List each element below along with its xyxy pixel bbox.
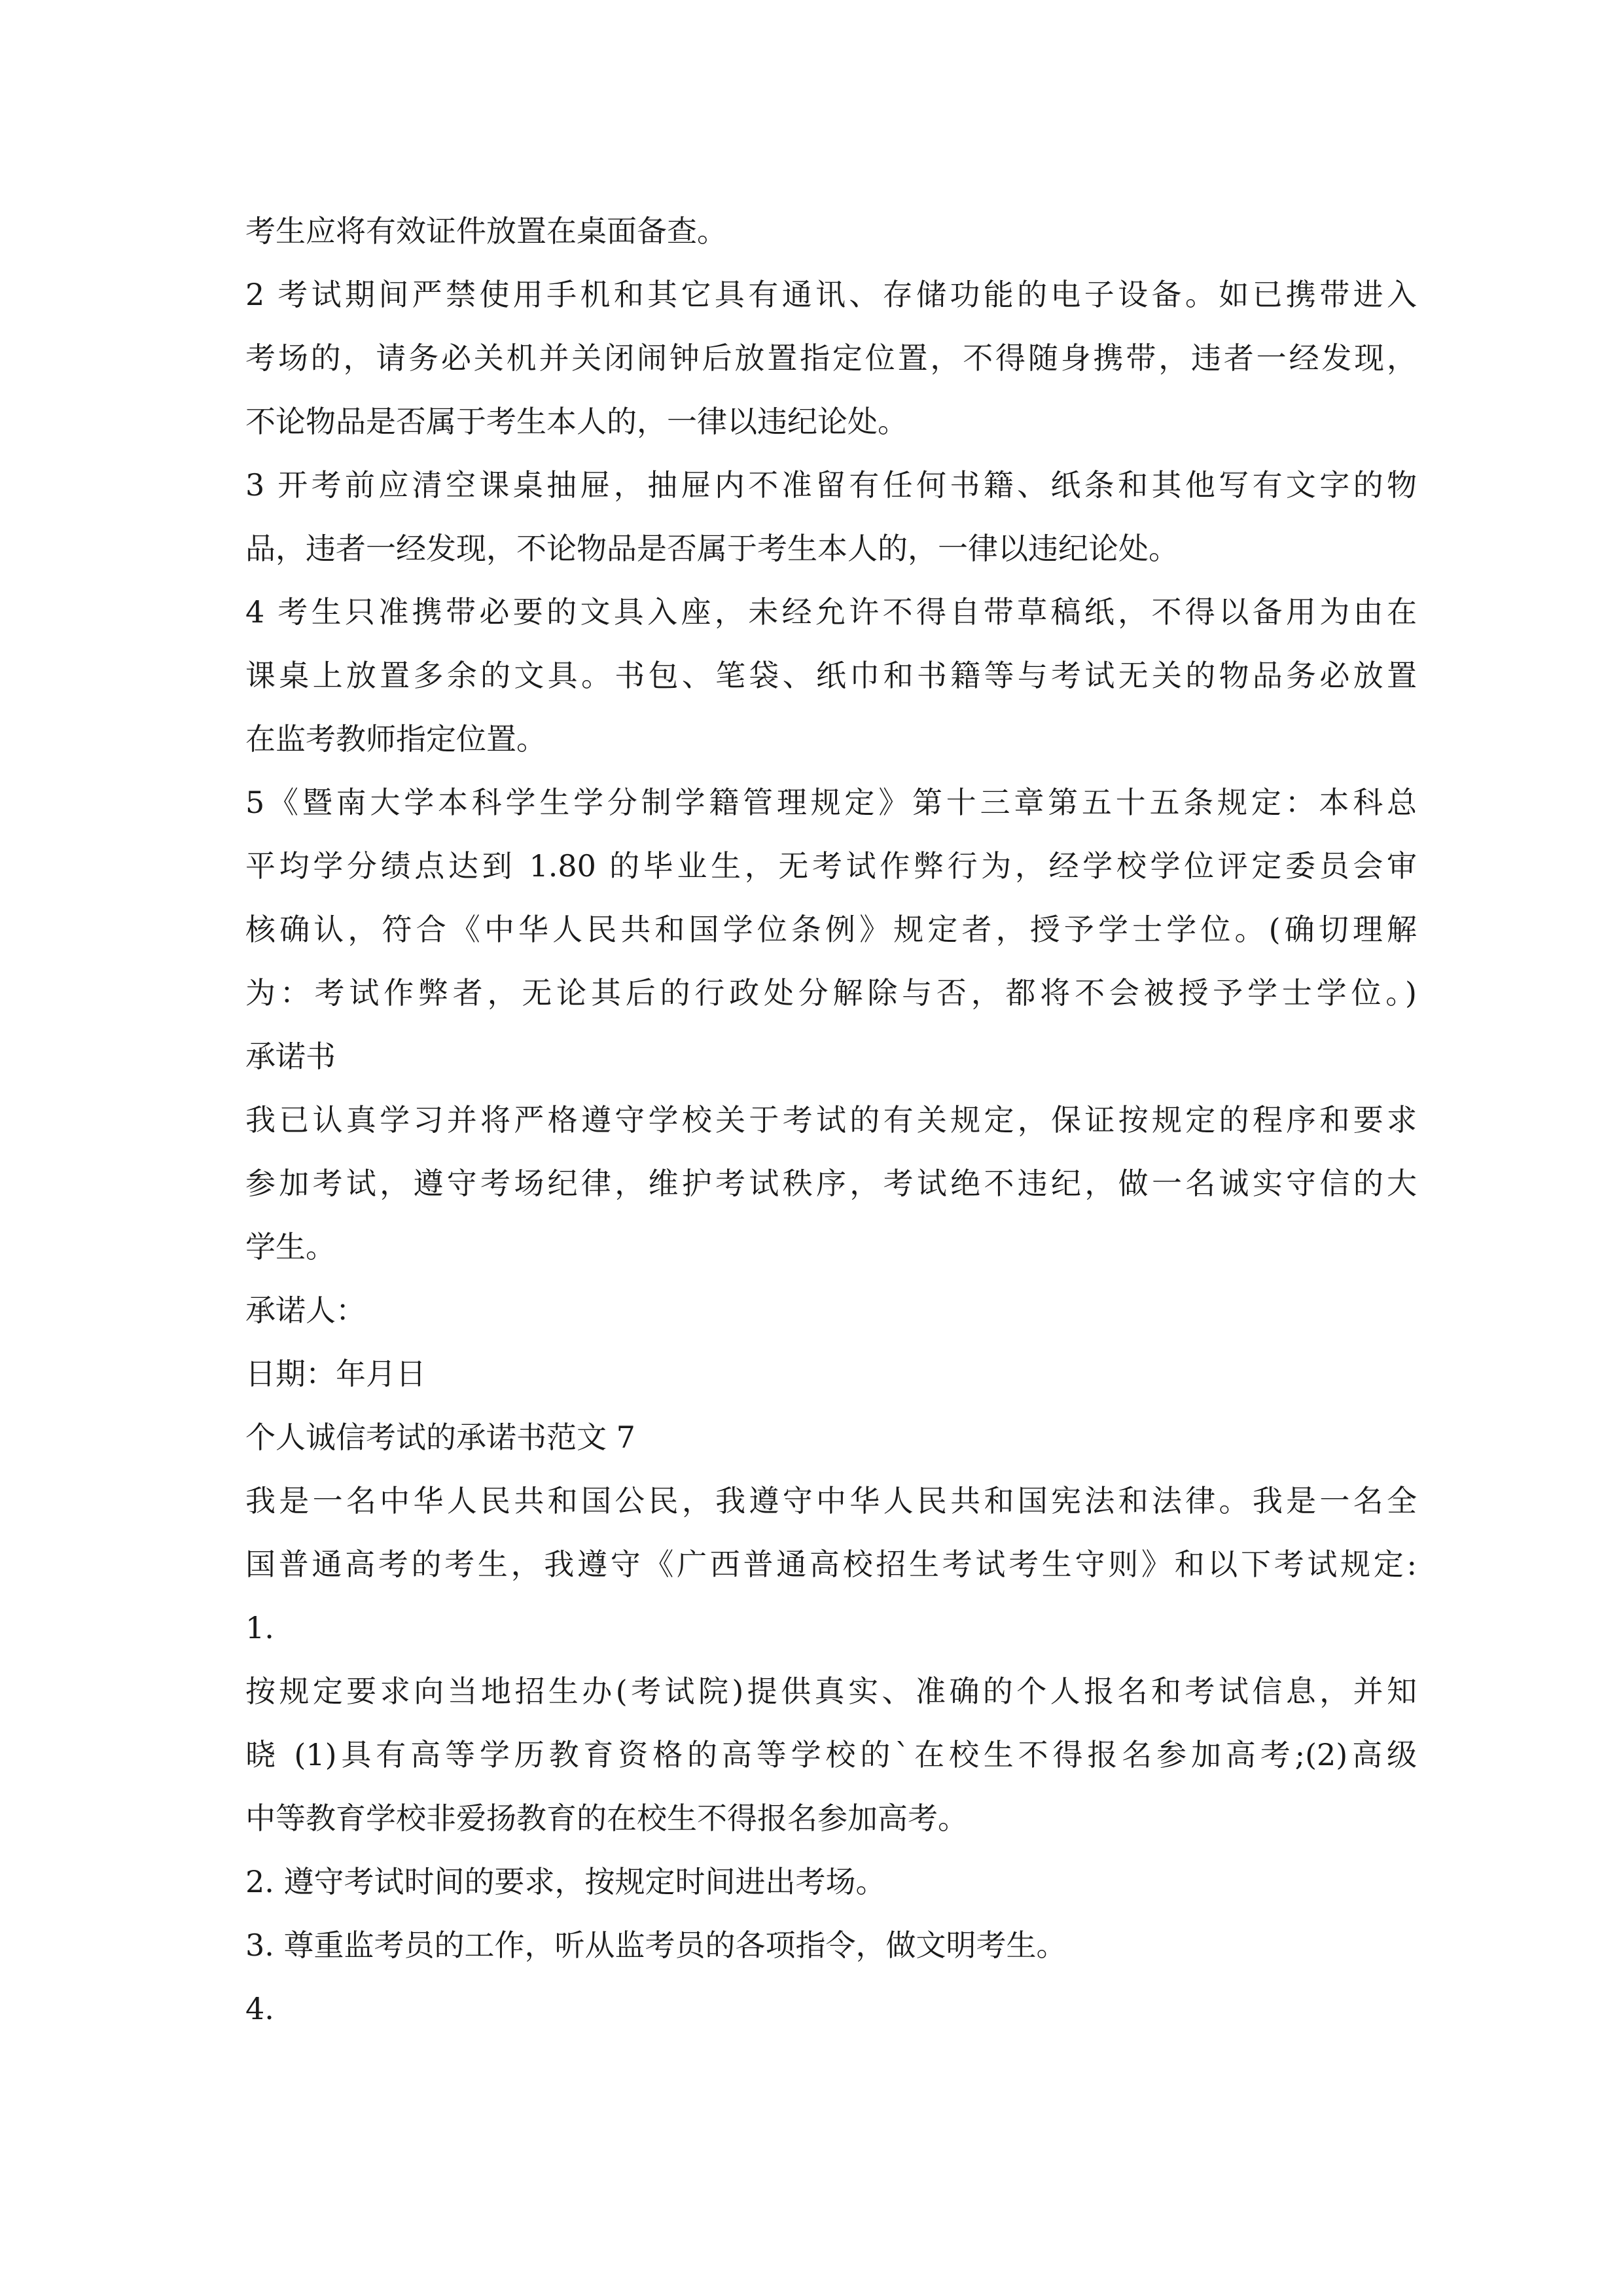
list-item-3: 3. 尊重监考员的工作，听从监考员的各项指令，做文明考生。 (245, 1928, 1067, 1963)
pledger-label: 承诺人： (245, 1293, 366, 1328)
text-line-3: 考场的，请务必关机并关闭闹钟后放置指定位置，不得随身携带，违者一经发现， (245, 340, 1417, 376)
text-line-4: 不论物品是否属于考生本人的，一律以违纪论处。 (245, 404, 908, 439)
text-line-2: 2 考试期间严禁使用手机和其它具有通讯、存储功能的电子设备。如已携带进入 (245, 277, 1417, 312)
text-line-9: 在监考教师指定位置。 (245, 721, 546, 757)
text-line-11: 平均学分绩点达到 1.80 的毕业生，无考试作弊行为，经学校学位评定委员会审 (245, 848, 1417, 884)
text-line-13: 为：考试作弊者，无论其后的行政处分解除与否，都将不会被授予学士学位。) (245, 975, 1417, 1011)
document-body (245, 200, 1417, 2041)
text-line-8: 课桌上放置多余的文具。书包、笔袋、纸巾和书籍等与考试无关的物品务必放置 (245, 658, 1417, 693)
text-line-10: 5《暨南大学本科学生学分制学籍管理规定》第十三章第五十五条规定：本科总 (245, 785, 1417, 820)
date-label: 日期：年月日 (245, 1356, 426, 1391)
text-line-17: 学生。 (245, 1229, 336, 1265)
text-line-21: 我是一名中华人民共和国公民，我遵守中华人民共和国宪法和法律。我是一名全 (245, 1483, 1417, 1518)
text-line-12: 核确认，符合《中华人民共和国学位条例》规定者，授予学士学位。(确切理解 (245, 912, 1417, 947)
list-item-2: 2. 遵守考试时间的要求，按规定时间进出考场。 (245, 1864, 886, 1899)
section-heading-sample-7: 个人诚信考试的承诺书范文 7 (245, 1420, 635, 1455)
section-heading-pledge: 承诺书 (245, 1039, 336, 1074)
list-number-4: 4. (245, 1991, 274, 2026)
text-line-26: 中等教育学校非爱扬教育的在校生不得报名参加高考。 (245, 1801, 968, 1836)
text-line-5: 3 开考前应清空课桌抽屉，抽屉内不准留有任何书籍、纸条和其他写有文字的物 (245, 467, 1417, 503)
text-line-24: 按规定要求向当地招生办(考试院)提供真实、准确的个人报名和考试信息，并知 (245, 1674, 1417, 1709)
text-line-6: 品，违者一经发现，不论物品是否属于考生本人的，一律以违纪论处。 (245, 531, 1179, 566)
list-number-1: 1. (245, 1610, 274, 1645)
text-line-22: 国普通高考的考生，我遵守《广西普通高校招生考试考生守则》和以下考试规定: (245, 1547, 1417, 1582)
text-line-7: 4 考生只准携带必要的文具入座，未经允许不得自带草稿纸，不得以备用为由在 (245, 594, 1417, 630)
text-line-16: 参加考试，遵守考场纪律，维护考试秩序，考试绝不违纪，做一名诚实守信的大 (245, 1166, 1417, 1201)
text-line-15: 我已认真学习并将严格遵守学校关于考试的有关规定，保证按规定的程序和要求 (245, 1102, 1417, 1138)
text-line-25: 晓 (1)具有高等学历教育资格的高等学校的`在校生不得报名参加高考;(2)高级 (245, 1737, 1417, 1772)
text-line-1: 考生应将有效证件放置在桌面备查。 (245, 213, 727, 249)
